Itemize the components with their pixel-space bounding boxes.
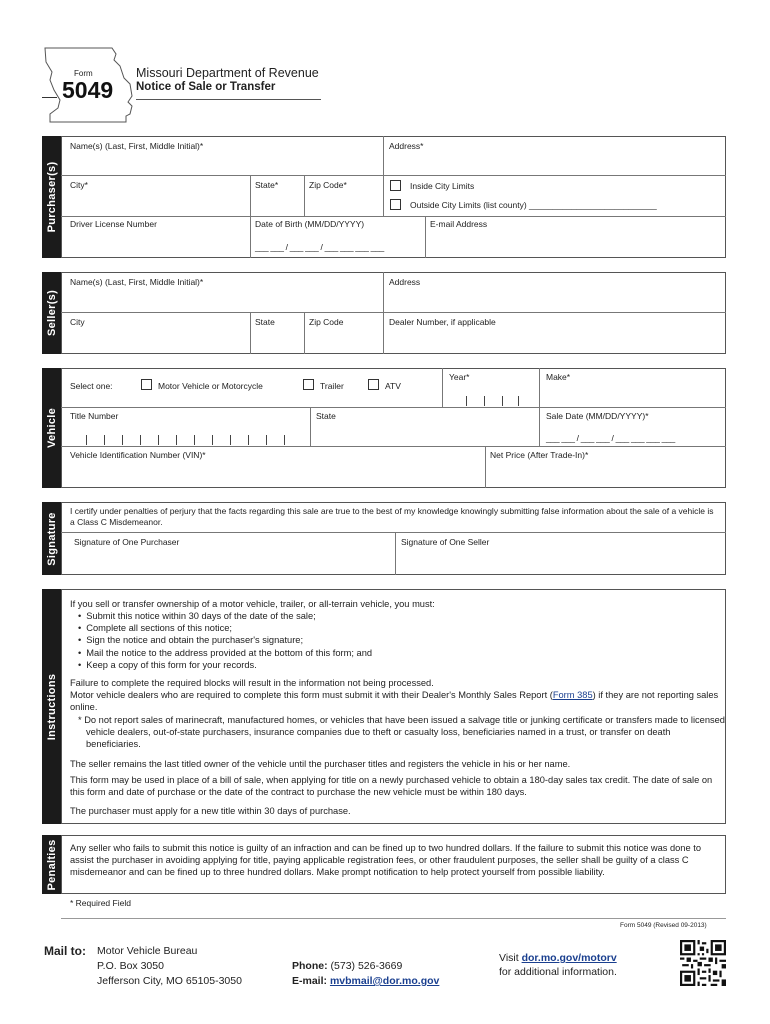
- seller-state-label: State: [255, 317, 275, 327]
- form-label: Form: [74, 69, 93, 78]
- select-one-label: Select one:: [70, 381, 113, 391]
- instructions-p2: Motor vehicle dealers who are required to complete this form must submit it with their Dealer's Monthly Sales Report (Form 385) if they are not reporting sales online.: [70, 690, 719, 713]
- inside-city-checkbox[interactable]: [390, 180, 401, 191]
- penalties-section-tab: Penalties: [42, 835, 61, 894]
- title-number-label: Title Number: [70, 411, 119, 421]
- purchaser-section-tab: Purchaser(s): [42, 136, 61, 258]
- mail-to-label: Mail to:: [44, 944, 86, 958]
- vin-label: Vehicle Identification Number (VIN)*: [70, 450, 206, 460]
- phone-number: (573) 526-3669: [330, 960, 403, 972]
- list-item: • Keep a copy of this form for your records.: [78, 659, 372, 671]
- title-number-input[interactable]: [70, 434, 300, 445]
- purchaser-city-label: City*: [70, 180, 88, 190]
- outside-city-checkbox[interactable]: [390, 199, 401, 210]
- purchaser-address-label: Address*: [389, 141, 424, 151]
- instructions-section-tab: Instructions: [42, 589, 61, 824]
- header-dash: [42, 97, 57, 98]
- sale-date-blank[interactable]: ___ ___ / ___ ___ / ___ ___ ___ ___: [546, 433, 675, 443]
- list-item: • Submit this notice within 30 days of the date of the sale;: [78, 610, 372, 622]
- purchaser-dob-blank: ___ ___ / ___ ___ / ___ ___ ___ ___: [255, 242, 384, 252]
- form-revision: Form 5049 (Revised 09-2013): [620, 922, 707, 929]
- make-label: Make*: [546, 372, 571, 382]
- instructions-bullets: [78, 610, 372, 671]
- form-number: 5049: [62, 77, 114, 103]
- purchaser-dob-input[interactable]: [251, 217, 424, 257]
- instructions-p5: This form may be used in place of a bill of sale, when applying for title on a newly purchased vehicle to obtain a 180-day sales tax credit. The date of sale on this form and date of purchase or the date of the contract to purchase the new vehicle must be within 180 days.: [70, 775, 713, 798]
- instructions-p3: * Do not report sales of marinecraft, manufactured homes, or vehicles that have been issued a salvage title or junking certificate or transfers made to licensed vehicle dealers, out-of-state purchasers, insurance companies due to theft or casualty loss, beneficiaries named in a trust, or transfer on death beneficiaries.: [78, 715, 725, 750]
- seller-zip-label: Zip Code: [309, 317, 344, 327]
- signature-section-tab: Signature: [42, 502, 61, 575]
- email-link[interactable]: mvbmail@dor.mo.gov: [329, 975, 440, 987]
- certify-text: I certify under penalties of perjury that the facts regarding this sale are true to the best of my knowledge knowingly submitting false information about the sale of a vehicle is a Class C Misdemeanor.: [70, 506, 714, 527]
- motor-vehicle-checkbox[interactable]: [141, 379, 152, 390]
- outside-city-label: Outside City Limits (list county) ___________________________: [410, 200, 657, 210]
- seller-names-label: Name(s) (Last, First, Middle Initial)*: [70, 277, 204, 287]
- atv-label: ATV: [385, 381, 401, 391]
- required-field-note: * Required Field: [70, 898, 131, 908]
- inside-city-label: Inside City Limits: [410, 181, 475, 191]
- list-item: • Complete all sections of this notice;: [78, 622, 372, 634]
- motor-vehicle-label: Motor Vehicle or Motorcycle: [158, 381, 263, 391]
- list-item: • Sign the notice and obtain the purchaser's signature;: [78, 634, 372, 646]
- instructions-intro: If you sell or transfer ownership of a motor vehicle, trailer, or all-terrain vehicle, you must:: [70, 599, 435, 609]
- seller-city-label: City: [70, 317, 85, 327]
- instructions-p1: Failure to complete the required blocks will result in the information not being processed.: [70, 678, 434, 688]
- form-title: Notice of Sale or Transfer: [136, 81, 276, 93]
- contact-info: Phone: (573) 526-3669 E-mail: mvbmail@dor.mo.gov: [292, 960, 440, 987]
- purchaser-signature-label: Signature of One Purchaser: [74, 537, 180, 547]
- net-price-label: Net Price (After Trade-In)*: [490, 450, 589, 460]
- qr-code-icon: [680, 940, 726, 986]
- visit-info: Visit dor.mo.gov/motorv for additional information.: [499, 952, 617, 978]
- title-rule: [136, 99, 321, 100]
- purchaser-state-label: State*: [255, 180, 279, 190]
- atv-checkbox[interactable]: [368, 379, 379, 390]
- year-input[interactable]: [448, 394, 534, 406]
- penalties-text: Any seller who fails to submit this notice is guilty of an infraction and can be fined up to two hundred dollars. If the failure to submit this notice was done to assist the purchaser in avoiding applying for title, paying applicable registration fees, or other fraudulent purposes, the seller shall be guilty of a class C misdemeanor and can be fined up to three hundred dollars. Make prompt notification to help protect yourself from possible liability.: [70, 843, 701, 878]
- purchaser-email-label: E-mail Address: [430, 219, 488, 229]
- year-label: Year*: [449, 372, 470, 382]
- instructions-p6: The purchaser must apply for a new title within 30 days of purchase.: [70, 806, 351, 816]
- seller-dealer-label: Dealer Number, if applicable: [389, 317, 496, 327]
- seller-section-tab: Seller(s): [42, 272, 61, 354]
- purchaser-zip-label: Zip Code*: [309, 180, 347, 190]
- seller-signature-label: Signature of One Seller: [401, 537, 490, 547]
- mailing-address: Motor Vehicle Bureau P.O. Box 3050 Jefferson City, MO 65105-3050: [97, 945, 242, 987]
- sale-date-label: Sale Date (MM/DD/YYYY)*: [546, 411, 649, 421]
- vehicle-section-tab: Vehicle: [42, 368, 61, 488]
- form-385-link[interactable]: Form 385: [552, 690, 593, 700]
- vehicle-state-label: State: [316, 411, 336, 421]
- website-link[interactable]: dor.mo.gov/motorv: [521, 952, 617, 964]
- list-item: • Mail the notice to the address provided at the bottom of this form; and: [78, 647, 372, 659]
- purchaser-dob-label: Date of Birth (MM/DD/YYYY): [255, 219, 365, 229]
- purchaser-names-label: Name(s) (Last, First, Middle Initial)*: [70, 141, 204, 151]
- agency-name: Missouri Department of Revenue: [136, 66, 319, 80]
- instructions-p4: The seller remains the last titled owner of the vehicle until the purchaser titles and registers the vehicle in his or her name.: [70, 759, 571, 769]
- purchaser-dl-label: Driver License Number: [70, 219, 157, 229]
- seller-address-label: Address: [389, 277, 421, 287]
- trailer-checkbox[interactable]: [303, 379, 314, 390]
- trailer-label: Trailer: [320, 381, 344, 391]
